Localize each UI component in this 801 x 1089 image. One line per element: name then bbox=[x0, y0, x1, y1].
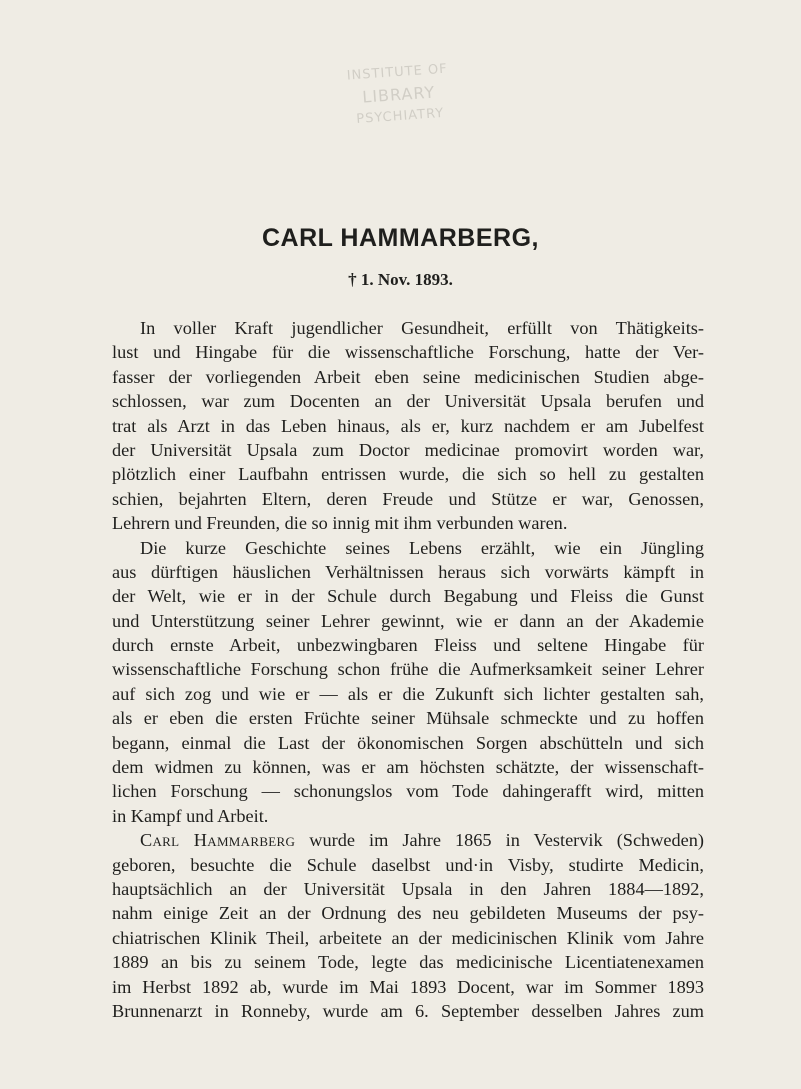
stamp-line: PSYCHIATRY bbox=[355, 105, 445, 128]
text-line: nahm einige Zeit an der Ordnung des neu gebildeten Museums der psy- bbox=[112, 903, 704, 924]
text-line: dem widmen zu können, was er am höchsten schätzte, der wissenschaft- bbox=[112, 757, 704, 778]
body-text bbox=[112, 316, 704, 1023]
text-line: schien, bejahrten Eltern, deren Freude und Stütze er war, Genossen, bbox=[112, 488, 704, 509]
text-line: lust und Hingabe für die wissenschaftliche Forschung, hatte der Ver- bbox=[112, 342, 704, 363]
text-line: der Universität Upsala zum Doctor medicinae promovirt worden war, bbox=[112, 439, 704, 460]
text-line: Lehrern und Freunden, die so innig mit ihm verbunden waren. bbox=[112, 513, 568, 534]
stamp-line: LIBRARY bbox=[361, 82, 436, 107]
text-line: wissenschaftliche Forschung schon frühe die Aufmerksamkeit seiner Lehrer bbox=[112, 659, 704, 680]
text-line: als er eben die ersten Früchte seiner Mühsale schmeckte und zu hoffen bbox=[112, 708, 704, 729]
text-line: Die kurze Geschichte seines Lebens erzählt, wie ein Jüngling bbox=[140, 537, 704, 558]
text-line: trat als Arzt in das Leben hinaus, als er, kurz nachdem er am Jubelfest bbox=[112, 415, 704, 436]
person-name: Carl Hammarberg bbox=[140, 830, 296, 851]
text-line: aus dürftigen häuslichen Verhältnissen heraus sich vorwärts kämpft in bbox=[112, 561, 704, 582]
text-line: plötzlich einer Laufbahn entrissen wurde, die sich so hell zu gestalten bbox=[112, 464, 704, 485]
text-line: der Welt, wie er in der Schule durch Begabung und Fleiss die Gunst bbox=[112, 586, 704, 607]
text-line: in Kampf und Arbeit. bbox=[112, 805, 269, 826]
text-line: lichen Forschung — schonungslos vom Tode dahingerafft wird, mitten bbox=[112, 781, 704, 802]
text-line: 1889 an bis zu seinem Tode, legte das medicinische Licentiatenexamen bbox=[112, 952, 704, 973]
text-line: und Unterstützung seiner Lehrer gewinnt, wie er dann an der Akademie bbox=[112, 610, 704, 631]
text-line: auf sich zog und wie er — als er die Zukunft sich lichter gestalten sah, bbox=[112, 683, 704, 704]
text-line: fasser der vorliegenden Arbeit eben seine medicinischen Studien abge- bbox=[112, 366, 704, 387]
text-line: In voller Kraft jugendlicher Gesundheit, erfüllt von Thätigkeits- bbox=[140, 318, 704, 338]
text-line: durch ernste Arbeit, unbezwingbaren Fleiss und seltene Hingabe für bbox=[112, 635, 704, 656]
text-line: im Herbst 1892 ab, wurde im Mai 1893 Docent, war im Sommer 1893 bbox=[112, 976, 704, 997]
obituary-heading: CARL HAMMARBERG, bbox=[262, 224, 539, 252]
text-line bbox=[112, 828, 704, 852]
text-fragment: wurde im Jahre 1865 in Vestervik (Schweden) bbox=[295, 830, 705, 851]
text-line: schlossen, war zum Docenten an der Universität Upsala berufen und bbox=[112, 391, 704, 412]
text-line: Brunnenarzt in Ronneby, wurde am 6. September desselben Jahres zum bbox=[112, 1000, 704, 1021]
stamp-line: INSTITUTE OF bbox=[346, 61, 449, 84]
text-line: hauptsächlich an der Universität Upsala in den Jahren 1884—1892, bbox=[112, 878, 704, 899]
text-line: begann, einmal die Last der ökonomischen Sorgen abschütteln und sich bbox=[112, 732, 704, 753]
library-stamp bbox=[322, 57, 479, 167]
text-line: chiatrischen Klinik Theil, arbeitete an der medicinischen Klinik vom Jahre bbox=[112, 927, 704, 948]
text-line: geboren, besuchte die Schule daselbst und·in Visby, studirte Medicin, bbox=[112, 854, 704, 875]
death-date: † 1. Nov. 1893. bbox=[348, 270, 453, 289]
